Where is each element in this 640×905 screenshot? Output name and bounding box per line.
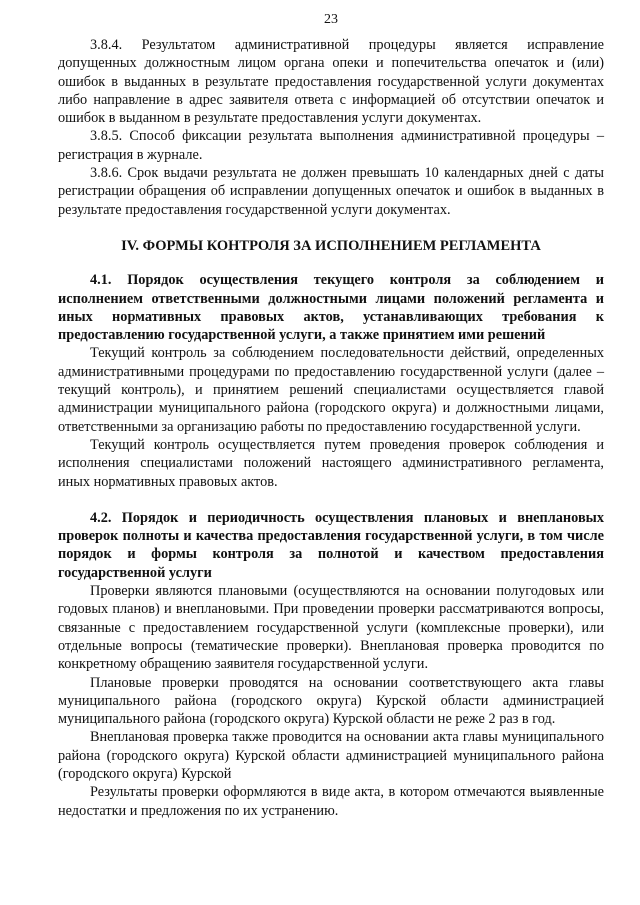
paragraph-4-2-a: Проверки являются плановыми (осуществляются на основании полугодовых или годовых планов) и внеплановыми. При проведении проверки рассматриваются вопросы, связанные с предоставлением государственной услуги (комплексные проверки), или отдельные вопросы (тематические проверки). Внеплановая проверка проводится по конкретному обращению заявителя государственной услуги. (58, 583, 604, 673)
paragraph-3-8-4: 3.8.4. Результатом административной процедуры является исправление допущенных должностным лицом органа опеки и попечительства опечаток и (или) ошибок в выданных в результате предоставления государственной услуги документах либо направление в адрес заявителя ответа с информацией об отсутствии опечаток и ошибок в выданном в результате предоставления услуги документах. (58, 37, 604, 127)
subsection-4-1-title: 4.1. Порядок осуществления текущего контроля за соблюдением и исполнением ответственными должностными лицами положений регламента и иных нормативных правовых актов, устанавливающих требования к предоставлению государственной услуги, а также принятием ими решений (58, 272, 604, 344)
page-number: 23 (324, 12, 338, 27)
subsection-4-2-title: 4.2. Порядок и периодичность осуществления плановых и внеплановых проверок полноты и качества предоставления государственной услуги, в том числе порядок и формы контроля за полнотой и качеством предоставления государственной услуги (58, 509, 604, 581)
paragraph-3-8-5: 3.8.5. Способ фиксации результата выполнения административной процедуры – регистрация в журнале. (58, 128, 604, 163)
paragraph-3-8-6: 3.8.6. Срок выдачи результата не должен превышать 10 календарных дней с даты регистрации обращения об исправлении допущенных опечаток и ошибок в выданных в результате предоставления государственной услуги документах. (58, 165, 604, 218)
paragraph-4-2-b: Плановые проверки проводятся на основании соответствующего акта главы муниципального района (городского округа) Курской области администрацией муниципального района (городского округа) Курской области не реже 2 раз в год. (58, 674, 604, 728)
paragraph-4-1-b: Текущий контроль осуществляется путем проведения проверок соблюдения и исполнения специалистами положений настоящего административного регламента, иных нормативных правовых актов. (58, 436, 604, 490)
paragraph-4-2-c: Внеплановая проверка также проводится на основании акта главы муниципального района (городского округа) Курской области администрацией муниципального района (городского округа) Курской (58, 729, 604, 782)
paragraph-4-1-a: Текущий контроль за соблюдением последовательности действий, определенных административными процедурами по предоставлению государственной услуги (далее – текущий контроль), и принятием решений специалистами осуществляется главой администрации муниципального района (городского округа) и должностными лицами, ответственными за организацию работы по предоставлению государственной услуги. (58, 345, 604, 435)
spacer (58, 491, 604, 509)
paragraph-4-2-d: Результаты проверки оформляются в виде акта, в котором отмечаются выявленные недостатки и предложения по их устранению. (58, 784, 604, 819)
section-iv-title: IV. ФОРМЫ КОНТРОЛЯ ЗА ИСПОЛНЕНИЕМ РЕГЛАМЕНТА (121, 237, 541, 254)
document-body (58, 36, 604, 820)
